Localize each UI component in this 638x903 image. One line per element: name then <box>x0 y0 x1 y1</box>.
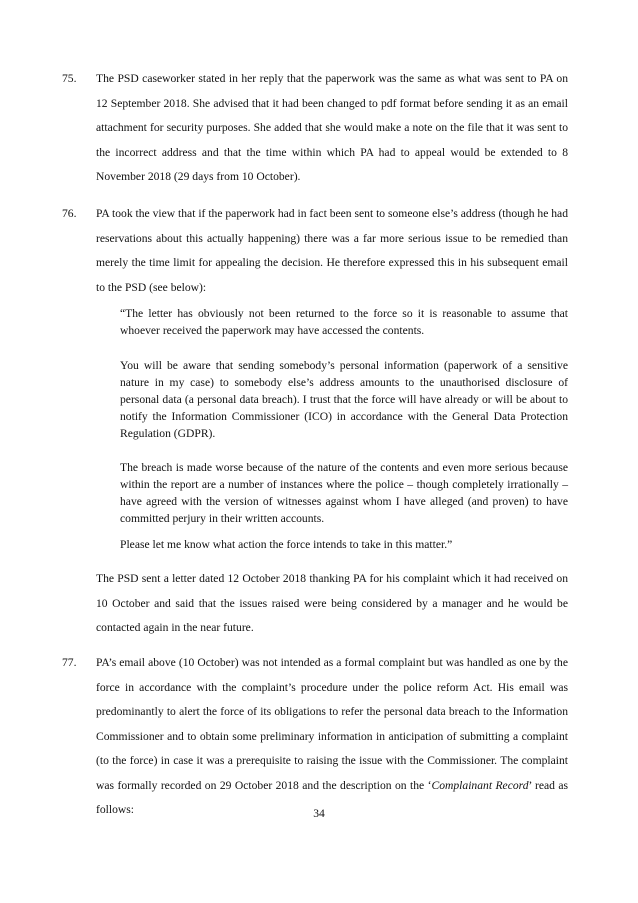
quoted-email-part-3 <box>120 459 568 527</box>
quoted-email-part-2 <box>120 357 568 442</box>
italic-term: Complainant Record <box>431 778 529 792</box>
quoted-email-part-1 <box>120 305 568 339</box>
quoted-email-part-4 <box>120 536 568 553</box>
paragraph-number: 76. <box>62 207 77 220</box>
paragraph-text-part: ’ read as follows: <box>96 778 569 816</box>
paragraph-text: PA took the view that if the paperwork had in fact been sent to someone else’s address (though he had reservations about this actually happening) there was a far more serious issue to be remedied than merely the time limit for appealing the decision. He therefore expressed this in his subsequent email to the PSD (see below): <box>96 207 568 294</box>
paragraph-text: The PSD caseworker stated in her reply that the paperwork was the same as what was sent to PA on 12 September 2018. She advised that it had been changed to pdf format before sending it as an email attachment for security purposes. She added that she would make a note on the file that it was sent to the incorrect address and that the time within which PA had to appeal would be extended to 8 November 2018 (29 days from 10 October). <box>96 72 568 183</box>
quote-text: You will be aware that sending somebody’s personal information (paperwork of a sensitive nature in my case) to somebody else’s address amounts to the unauthorised disclosure of personal data (a personal data breach). I trust that the force will have already or will be about to notify the Information Commissioner (ICO) in accordance with the General Data Protection Regulation (GDPR). <box>120 359 568 440</box>
paragraph-number: 75. <box>62 72 77 85</box>
quote-text: “The letter has obviously not been returned to the force so it is reasonable to assume that whoever received the paperwork may have accessed the contents. <box>120 307 568 337</box>
paragraph-76-continued <box>96 567 568 641</box>
paragraph-76 <box>62 202 568 300</box>
paragraph-text: The PSD sent a letter dated 12 October 2018 thanking PA for his complaint which it had received on 10 October and said that the issues raised were being considered by a manager and he would be contacted again in the near future. <box>96 572 568 634</box>
paragraph-75 <box>62 67 568 190</box>
paragraph-number: 77. <box>62 656 77 669</box>
quote-text: The breach is made worse because of the nature of the contents and even more serious because within the report are a number of instances where the police – though completely irrationally – have agreed with the version of witnesses against whom I have alleged (and proven) to have committed perjury in their written accounts. <box>120 461 568 525</box>
paragraph-text-part: PA’s email above (10 October) was not intended as a formal complaint but was handled as one by the force in accordance with the complaint’s procedure under the police reform Act. His email was predominantly to alert the force of its obligations to refer the personal data breach to the Information Commissioner and to obtain some preliminary information in anticipation of submitting a complaint (to the force) in case it was a prerequisite to raising the issue with the Commissioner. The complaint was formally recorded on 29 October 2018 and the description on the ‘ <box>96 656 568 792</box>
quote-text: Please let me know what action the force intends to take in this matter.” <box>120 538 453 551</box>
paragraph-text <box>96 651 568 823</box>
paragraph-77 <box>62 651 569 823</box>
page-number: 34 <box>313 807 325 820</box>
